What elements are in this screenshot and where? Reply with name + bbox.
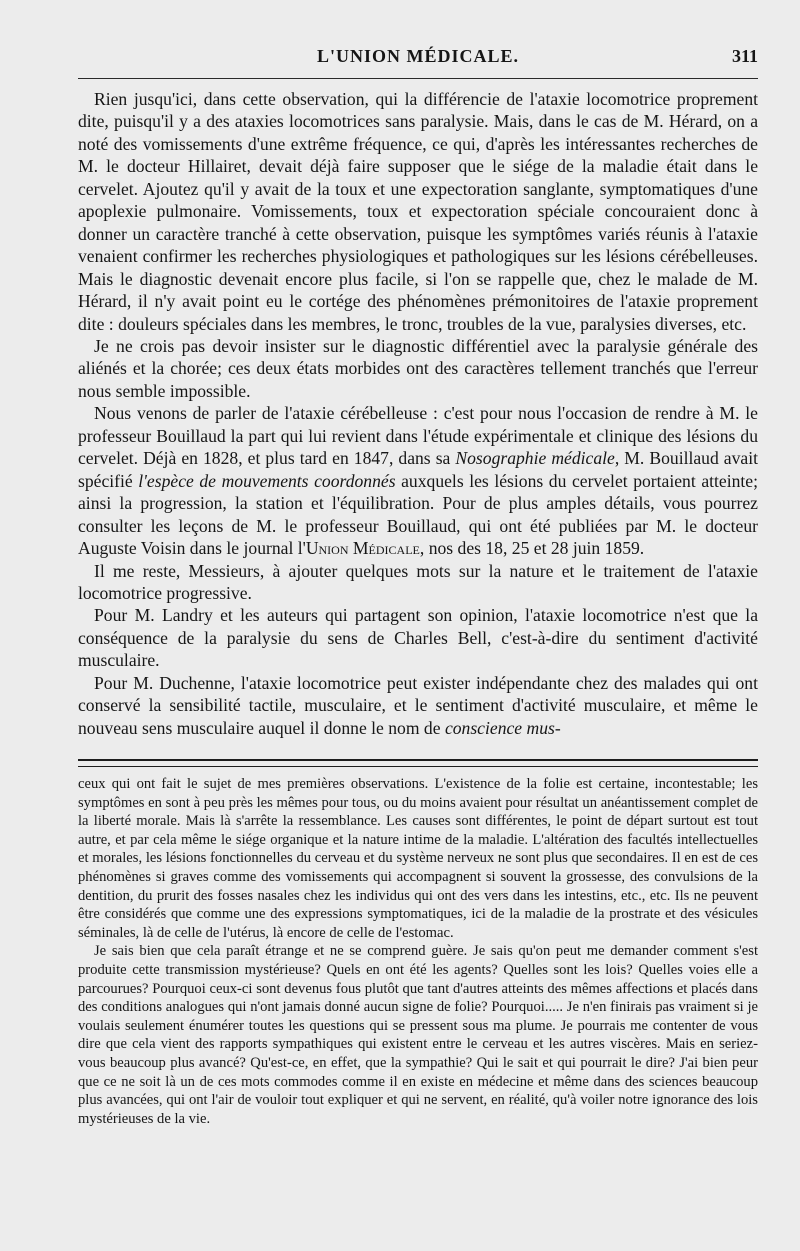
- footnote-paragraph-2: Je sais bien que cela paraît étrange et ne se comprend guère. Je sais qu'on peut me demander comment s'est produite cette transmission mystérieuse? Quels en ont été les agents? Quelles sont les lois? Quelles voies elle a parcourues? Pourquoi ceux-ci sont devenus fous plutôt que tant d'autres atteints des mêmes affections et placés dans des conditions analogues qui n'ont jamais donné aucun signe de folie? Pourquoi..... Je n'en finirais pas vraiment si je voulais seulement énumérer toutes les questions qui se pressent sous ma plume. Je pourrais me contenter de vous dire que cela vient des rapports sympathiques qui existent entre le cerveau et les autres viscères. Mais en seriez-vous beaucoup plus avancé? Qu'est-ce, en effet, que la sympathie? Qui le sait et qui pourrait le dire? J'ai bien peur que ce ne soit là un de ces mots commodes comme il en existe en médecine et même dans des sciences beaucoup plus avancées, qui ont l'air de vouloir tout expliquer et qui ne servent, en réalité, qu'à voiler notre ignorance des lois mystérieuses de la vie.: [78, 943, 758, 1127]
- paragraph-5: Pour M. Landry et les auteurs qui partagent son opinion, l'ataxie locomotrice n'est que la conséquence de la paralysie du sens de Charles Bell, c'est-à-dire du sentiment d'activité musculaire.: [78, 605, 758, 671]
- footnote: [78, 775, 758, 1128]
- main-text: [78, 88, 758, 739]
- footnote-paragraph-1: ceux qui ont fait le sujet de mes premières observations. L'existence de la folie est certaine, incontestable; les symptômes en sont à peu près les mêmes pour tous, ou du moins avaient pour résultat un anéantissement complet de la liberté morale. Mais là s'arrête la ressemblance. Les causes sont différentes, le point de départ surtout est tout autre, et par cela même le siége organique et la nature intime de la maladie. L'altération des facultés intellectuelles et morales, les lésions fonctionnelles du cerveau et du système nerveux ne sont plus que secondaires. Il en est de ces phénomènes si graves comme des vomissements qui accompagnent si souvent la grossesse, des convulsions de la dentition, du prurit des fosses nasales chez les individus qui ont des vers dans les intestins, etc., etc. Ils ne peuvent être considérés que comme une des expressions symptomatiques, ici de la maladie de la prostrate et des vésicules séminales, là de celle de l'utérus, là encore de celle de l'estomac.: [78, 776, 758, 941]
- paragraph-6: [78, 672, 758, 739]
- footnote-rule: [78, 759, 758, 767]
- paragraph-6-text: Pour M. Duchenne, l'ataxie locomotrice peut exister indépendante chez des malades qui ont conservé la sensibilité tactile, musculaire, et le sentiment d'activité musculaire, et même le nouveau sens musculaire auquel il donne le nom de: [78, 672, 758, 738]
- paragraph-4: Il me reste, Messieurs, à ajouter quelques mots sur la nature et le traitement de l'ataxie locomotrice progressive.: [78, 560, 758, 603]
- paragraph-3: [78, 402, 758, 559]
- header-rule: [78, 78, 758, 79]
- paragraph-1: Rien jusqu'ici, dans cette observation, qui la différencie de l'ataxie locomotrice proprement dite, puisqu'il y a des ataxies locomotrices sans paralysie. Mais, dans le cas de M. Hérard, on a noté des vomissements d'une extrême fréquence, ce qui, d'après les intéressantes recherches de M. le docteur Hillairet, devait déjà faire supposer que le siége de la maladie était dans le cervelet. Ajoutez qu'il y avait de la toux et une expectoration sanglante, symptomatiques d'une apoplexie pulmonaire. Vomissements, toux et expectoration spéciale concouraient donc à donner un caractère tranché à cette observation, puisque les symptômes variés réunis à l'ataxie venaient confirmer les recherches physiologiques et pathologiques sur les lésions cérébelleuses. Mais le diagnostic devenait encore plus facile, si l'on se rappelle que, chez le malade de M. Hérard, il n'y avait point eu le cortége des phénomènes prémonitoires de l'ataxie proprement dite : douleurs spéciales dans les membres, le tronc, troubles de la vue, paralysies diverses, etc.: [78, 89, 758, 334]
- paragraph-3-text-a: Nous venons de parler de l'ataxie cérébelleuse : c'est pour nous l'occasion de rendre à M. le professeur Bouillaud la part qui lui revient dans l'étude expérimentale et clinique des lésions du cervelet. Déjà en 1828, et plus tard en 1847, dans sa: [78, 403, 758, 469]
- paragraph-3-text-b: , M. Bouillaud avait spécifié: [78, 448, 758, 491]
- paragraph-3-text-c: auxquels les lésions du cervelet portaient atteinte; ainsi la progression, la station et l'équilibration. Pour de plus amples détails, vous pourrez consulter les leçons de M. le professeur Bouillaud, qui ont été publiées par M. le docteur Auguste Voisin dans le journal l': [78, 470, 758, 559]
- nosographie-title: Nosographie médicale: [455, 448, 615, 469]
- running-title: L'UNION MÉDICALE.: [316, 46, 520, 66]
- page-header: [78, 44, 758, 74]
- paragraph-3-text-d: , nos des 18, 25 et 28 juin 1859.: [419, 538, 645, 559]
- conscience-term: conscience mus-: [444, 717, 561, 738]
- paragraph-2: Je ne crois pas devoir insister sur le diagnostic différentiel avec la paralysie générale des aliénés et la chorée; ces deux états morbides ont des caractères tellement tranchés que l'erreur nous semble impossible.: [78, 335, 758, 401]
- page-number: 311: [731, 46, 758, 66]
- espece-phrase: l'espèce de mouvements coordonnés: [138, 470, 396, 491]
- journal-name: Union Médicale: [305, 538, 420, 559]
